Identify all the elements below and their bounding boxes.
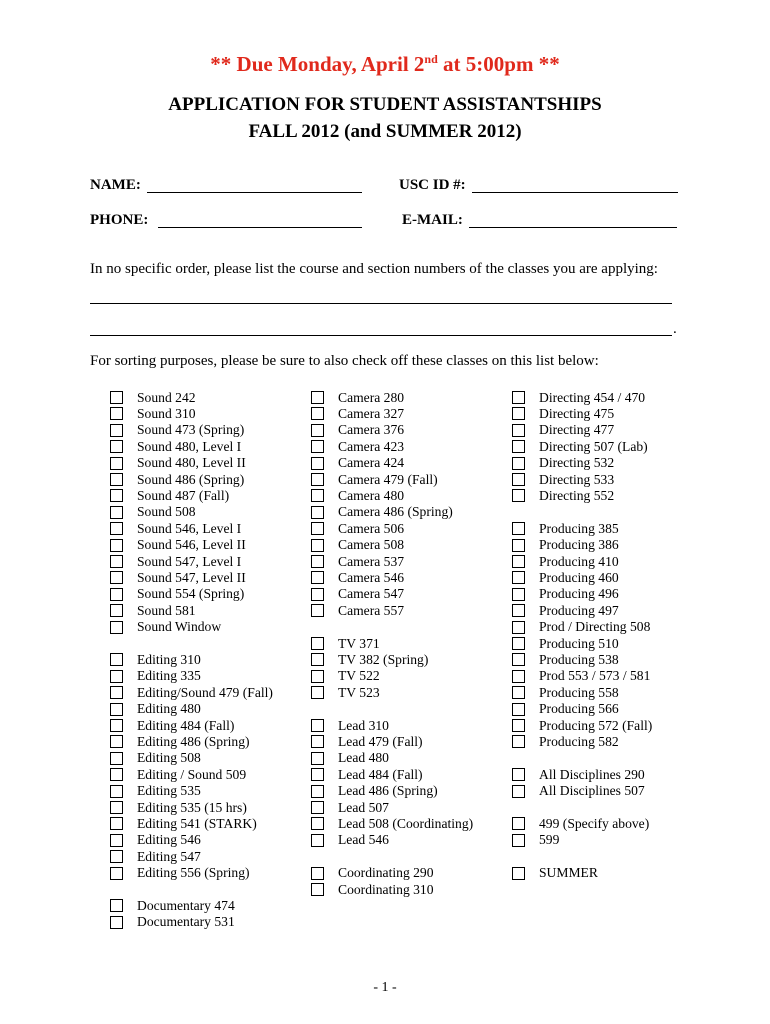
form-title: APPLICATION FOR STUDENT ASSISTANTSHIPS: [168, 94, 602, 115]
class-checkbox[interactable]: [311, 834, 324, 847]
class-label: Editing 535 (15 hrs): [137, 799, 247, 815]
class-label: Camera 546: [338, 569, 405, 585]
class-checklist-item[interactable]: [311, 520, 404, 537]
class-checkbox[interactable]: [311, 506, 324, 519]
class-label: 499 (Specify above): [539, 815, 650, 831]
class-checkbox[interactable]: [512, 817, 525, 830]
class-label: Lead 507: [338, 799, 389, 815]
class-checklist-item[interactable]: [110, 586, 244, 603]
class-label: Lead 479 (Fall): [338, 733, 423, 749]
class-label: Editing 546: [137, 832, 201, 848]
class-label: Editing 541 (STARK): [137, 815, 257, 831]
class-label: Camera 557: [338, 602, 405, 618]
class-label: Producing 538: [539, 651, 619, 667]
class-label: Editing 556 (Spring): [137, 865, 250, 881]
class-checkbox[interactable]: [311, 604, 324, 617]
class-label: Camera 327: [338, 405, 405, 421]
class-checklist-item[interactable]: [512, 619, 650, 636]
class-label: Sound 547, Level I: [137, 553, 242, 569]
class-label: Lead 546: [338, 832, 389, 848]
class-checkbox[interactable]: [311, 522, 324, 535]
class-checkbox[interactable]: [311, 752, 324, 765]
class-checkbox[interactable]: [311, 473, 324, 486]
usc-id-label: USC ID #:: [399, 177, 466, 193]
class-label: TV 523: [338, 684, 380, 700]
class-label: Editing 480: [137, 701, 201, 717]
class-checkbox[interactable]: [110, 719, 123, 732]
class-checklist-item[interactable]: [110, 668, 201, 685]
class-label: Coordinating 310: [338, 881, 434, 897]
class-checkbox[interactable]: [512, 637, 525, 650]
class-checkbox[interactable]: [110, 703, 123, 716]
class-label: Directing 454 / 470: [539, 389, 646, 405]
class-label: Editing 335: [137, 668, 201, 684]
class-label: Camera 423: [338, 438, 405, 454]
class-checkbox[interactable]: [110, 686, 123, 699]
class-checklist-item[interactable]: [311, 602, 404, 619]
class-label: Producing 386: [539, 537, 619, 553]
class-checkbox[interactable]: [110, 424, 123, 437]
class-checklist-item[interactable]: [512, 651, 619, 668]
class-checkbox[interactable]: [110, 817, 123, 830]
class-checklist-item[interactable]: [311, 865, 434, 882]
class-checkbox[interactable]: [512, 768, 525, 781]
class-checkbox[interactable]: [512, 391, 525, 404]
class-checklist-item[interactable]: [512, 471, 614, 488]
class-checklist-item[interactable]: [512, 455, 614, 472]
class-checklist-item[interactable]: [110, 471, 244, 488]
class-checkbox[interactable]: [512, 555, 525, 568]
class-label: Directing 507 (Lab): [539, 438, 648, 454]
class-checklist-item[interactable]: [512, 815, 649, 832]
class-checkbox[interactable]: [110, 867, 123, 880]
class-checklist-item[interactable]: [311, 668, 380, 685]
class-label: Producing 572 (Fall): [539, 717, 653, 733]
class-checklist-item[interactable]: [311, 651, 428, 668]
class-label: Producing 558: [539, 684, 619, 700]
class-label: Camera 547: [338, 586, 405, 602]
class-label: Sound 487 (Fall): [137, 487, 230, 503]
class-label: Sound 554 (Spring): [137, 586, 245, 602]
course-list-line-2[interactable]: [90, 335, 672, 336]
class-checkbox[interactable]: [512, 719, 525, 732]
class-checkbox[interactable]: [110, 391, 123, 404]
class-checkbox[interactable]: [311, 670, 324, 683]
class-checkbox[interactable]: [311, 539, 324, 552]
due-date-notice: [0, 52, 770, 77]
course-list-line-end: .: [673, 321, 677, 337]
class-checkbox[interactable]: [512, 834, 525, 847]
class-checkbox[interactable]: [311, 489, 324, 502]
checklist-prompt: For sorting purposes, please be sure to also check off these classes on this list below:: [90, 353, 599, 369]
class-checkbox[interactable]: [110, 522, 123, 535]
class-checklist-item[interactable]: [110, 848, 201, 865]
class-checklist-item[interactable]: [512, 865, 598, 882]
class-checklist-item[interactable]: [311, 815, 473, 832]
class-label: Sound 480, Level II: [137, 455, 246, 471]
course-list-prompt: In no specific order, please list the course and section numbers of the classes you are applying:: [90, 261, 658, 277]
class-checklist-item[interactable]: [512, 783, 645, 800]
class-checklist-item[interactable]: [110, 651, 201, 668]
class-checkbox[interactable]: [110, 457, 123, 470]
class-checkbox[interactable]: [512, 686, 525, 699]
class-checkbox[interactable]: [311, 867, 324, 880]
class-checkbox[interactable]: [512, 457, 525, 470]
class-checklist-item[interactable]: [110, 799, 247, 816]
class-checkbox[interactable]: [110, 670, 123, 683]
class-label: Documentary 474: [137, 897, 235, 913]
class-label: Editing 508: [137, 750, 201, 766]
class-checkbox[interactable]: [110, 752, 123, 765]
class-checklist-item[interactable]: [110, 733, 250, 750]
class-label: Documentary 531: [137, 914, 235, 930]
class-checkbox[interactable]: [512, 735, 525, 748]
class-checklist-item[interactable]: [311, 717, 389, 734]
class-checklist-item[interactable]: [311, 438, 404, 455]
class-checkbox[interactable]: [110, 801, 123, 814]
class-checkbox[interactable]: [512, 440, 525, 453]
class-checklist-item[interactable]: [311, 422, 404, 439]
class-checklist-item[interactable]: [110, 750, 201, 767]
class-label: Camera 376: [338, 422, 405, 438]
class-label: Camera 480: [338, 487, 405, 503]
class-label: Sound 473 (Spring): [137, 422, 245, 438]
class-checkbox[interactable]: [512, 867, 525, 880]
class-checkbox[interactable]: [512, 703, 525, 716]
class-label: 599: [539, 832, 560, 848]
class-label: Camera 537: [338, 553, 405, 569]
class-label: Lead 484 (Fall): [338, 766, 423, 782]
class-checkbox[interactable]: [311, 686, 324, 699]
class-checklist-item[interactable]: [311, 389, 404, 406]
class-label: Directing 475: [539, 405, 615, 421]
class-checklist-item[interactable]: [512, 832, 559, 849]
class-label: Editing 486 (Spring): [137, 733, 250, 749]
class-label: TV 382 (Spring): [338, 651, 429, 667]
class-checkbox[interactable]: [311, 588, 324, 601]
class-label: Camera 424: [338, 455, 405, 471]
class-checkbox[interactable]: [311, 653, 324, 666]
class-label: Directing 552: [539, 487, 615, 503]
class-checklist-item[interactable]: [311, 635, 380, 652]
class-checkbox[interactable]: [110, 506, 123, 519]
class-checklist-item[interactable]: [512, 487, 614, 504]
class-label: Sound 581: [137, 602, 196, 618]
class-checkbox[interactable]: [311, 768, 324, 781]
class-checkbox[interactable]: [311, 719, 324, 732]
class-checklist-item[interactable]: [110, 455, 246, 472]
class-checkbox[interactable]: [311, 735, 324, 748]
class-checkbox[interactable]: [512, 588, 525, 601]
form-subtitle: FALL 2012 (and SUMMER 2012): [248, 121, 522, 142]
class-label: Producing 566: [539, 701, 619, 717]
class-checkbox[interactable]: [110, 850, 123, 863]
class-label: Sound 310: [137, 405, 196, 421]
class-label: Camera 479 (Fall): [338, 471, 438, 487]
class-label: Sound 242: [137, 389, 196, 405]
page-number: - 1 -: [373, 980, 397, 995]
class-checklist-item[interactable]: [110, 619, 221, 636]
class-label: Camera 280: [338, 389, 405, 405]
class-checklist-item[interactable]: [311, 504, 453, 521]
class-label: Coordinating 290: [338, 865, 434, 881]
class-checkbox[interactable]: [110, 899, 123, 912]
class-checklist-item[interactable]: [512, 668, 650, 685]
email-field[interactable]: [469, 227, 677, 228]
class-label: Directing 533: [539, 471, 615, 487]
class-checklist-item[interactable]: [110, 537, 246, 554]
class-checkbox[interactable]: [311, 424, 324, 437]
class-checkbox[interactable]: [110, 588, 123, 601]
class-checkbox[interactable]: [110, 473, 123, 486]
class-checkbox[interactable]: [110, 440, 123, 453]
class-label: SUMMER: [539, 865, 598, 881]
class-checklist-item[interactable]: [110, 504, 196, 521]
class-label: Camera 486 (Spring): [338, 504, 453, 520]
class-checkbox[interactable]: [311, 571, 324, 584]
class-label: Producing 385: [539, 520, 619, 536]
class-checklist-item[interactable]: [110, 389, 196, 406]
class-checkbox[interactable]: [512, 604, 525, 617]
class-checkbox[interactable]: [110, 407, 123, 420]
class-label: Lead 480: [338, 750, 389, 766]
class-checklist-item[interactable]: [311, 733, 423, 750]
class-label: Producing 510: [539, 635, 619, 651]
class-checklist-item[interactable]: [110, 569, 246, 586]
class-checklist-item[interactable]: [110, 602, 196, 619]
class-checkbox[interactable]: [311, 440, 324, 453]
class-checklist-item[interactable]: [110, 766, 246, 783]
class-checklist-item[interactable]: [512, 405, 614, 422]
class-checkbox[interactable]: [512, 489, 525, 502]
class-label: Camera 506: [338, 520, 405, 536]
phone-field[interactable]: [158, 227, 362, 228]
due-date-suffix: nd: [424, 52, 438, 66]
class-label: Sound 546, Level I: [137, 520, 242, 536]
usc-id-field[interactable]: [472, 192, 678, 193]
class-checklist-item[interactable]: [110, 783, 201, 800]
class-checklist-item[interactable]: [512, 766, 645, 783]
class-label: Prod / Directing 508: [539, 619, 651, 635]
class-checklist-item[interactable]: [110, 684, 273, 701]
class-label: Sound 486 (Spring): [137, 471, 245, 487]
class-checklist-item[interactable]: [512, 422, 614, 439]
class-checkbox[interactable]: [311, 817, 324, 830]
class-checkbox[interactable]: [110, 834, 123, 847]
class-checkbox[interactable]: [512, 473, 525, 486]
class-checkbox[interactable]: [110, 489, 123, 502]
class-checklist-item[interactable]: [110, 553, 241, 570]
class-checkbox[interactable]: [110, 604, 123, 617]
class-checklist-item[interactable]: [512, 553, 619, 570]
class-checklist-item[interactable]: [110, 701, 201, 718]
class-checklist-item[interactable]: [512, 389, 645, 406]
class-label: Directing 532: [539, 455, 615, 471]
class-label: Producing 582: [539, 733, 619, 749]
class-checklist-item[interactable]: [311, 471, 438, 488]
class-checklist-item[interactable]: [110, 897, 235, 914]
class-checklist-item[interactable]: [512, 569, 619, 586]
class-checklist-item[interactable]: [311, 586, 404, 603]
class-checkbox[interactable]: [311, 637, 324, 650]
class-checklist-item[interactable]: [512, 733, 619, 750]
class-label: Editing 535: [137, 783, 201, 799]
class-label: Directing 477: [539, 422, 615, 438]
class-label: Producing 496: [539, 586, 619, 602]
class-checklist-item[interactable]: [110, 438, 241, 455]
class-label: Camera 508: [338, 537, 405, 553]
email-label: E-MAIL:: [402, 212, 463, 228]
class-checklist-item[interactable]: [311, 684, 380, 701]
class-label: Producing 410: [539, 553, 619, 569]
due-time-text: at 5:00pm **: [437, 52, 560, 76]
course-list-line-1[interactable]: [90, 303, 672, 304]
class-checklist-item[interactable]: [110, 815, 257, 832]
class-checkbox[interactable]: [512, 539, 525, 552]
class-checkbox[interactable]: [311, 457, 324, 470]
class-checklist-item[interactable]: [110, 520, 241, 537]
class-checklist-item[interactable]: [311, 832, 389, 849]
class-checklist-item[interactable]: [311, 537, 404, 554]
class-checklist-item[interactable]: [311, 799, 389, 816]
class-label: Lead 508 (Coordinating): [338, 815, 474, 831]
class-label: Lead 310: [338, 717, 389, 733]
class-checkbox[interactable]: [512, 522, 525, 535]
class-checklist-item[interactable]: [311, 766, 423, 783]
class-checkbox[interactable]: [110, 785, 123, 798]
name-field[interactable]: [147, 192, 362, 193]
class-label: All Disciplines 507: [539, 783, 645, 799]
class-label: TV 371: [338, 635, 380, 651]
class-checkbox[interactable]: [512, 653, 525, 666]
class-checklist-item[interactable]: [110, 865, 250, 882]
class-checkbox[interactable]: [110, 653, 123, 666]
class-label: Editing 547: [137, 848, 201, 864]
class-label: Sound 547, Level II: [137, 569, 246, 585]
class-checkbox[interactable]: [110, 621, 123, 634]
class-checklist-item[interactable]: [311, 455, 404, 472]
due-date-text: ** Due Monday, April 2: [210, 52, 425, 76]
class-checkbox[interactable]: [311, 785, 324, 798]
class-checklist-item[interactable]: [512, 701, 619, 718]
class-checkbox[interactable]: [512, 621, 525, 634]
class-label: Sound Window: [137, 619, 222, 635]
class-checklist-item[interactable]: [512, 635, 619, 652]
class-checklist-item[interactable]: [311, 553, 404, 570]
class-label: Prod 553 / 573 / 581: [539, 668, 651, 684]
class-label: Editing 310: [137, 651, 201, 667]
class-checkbox[interactable]: [311, 555, 324, 568]
class-checkbox[interactable]: [311, 883, 324, 896]
class-checklist-item[interactable]: [311, 783, 438, 800]
class-label: Editing / Sound 509: [137, 766, 247, 782]
class-checklist-item[interactable]: [512, 520, 619, 537]
class-checklist-item[interactable]: [110, 717, 234, 734]
class-checklist-item[interactable]: [311, 487, 404, 504]
class-label: Sound 480, Level I: [137, 438, 242, 454]
class-label: Producing 460: [539, 569, 619, 585]
class-checkbox[interactable]: [110, 571, 123, 584]
class-checklist-item[interactable]: [512, 717, 652, 734]
phone-label: PHONE:: [90, 212, 149, 228]
class-checkbox[interactable]: [512, 424, 525, 437]
class-label: Editing 484 (Fall): [137, 717, 235, 733]
class-label: All Disciplines 290: [539, 766, 645, 782]
class-checkbox[interactable]: [110, 735, 123, 748]
class-checklist-item[interactable]: [110, 914, 235, 931]
class-label: Lead 486 (Spring): [338, 783, 438, 799]
class-checklist-item[interactable]: [110, 422, 244, 439]
class-checklist-item[interactable]: [311, 881, 434, 898]
class-checkbox[interactable]: [110, 555, 123, 568]
class-label: Editing/Sound 479 (Fall): [137, 684, 273, 700]
class-checkbox[interactable]: [512, 670, 525, 683]
class-checkbox[interactable]: [110, 768, 123, 781]
class-checklist-item[interactable]: [512, 684, 619, 701]
class-checklist-item[interactable]: [311, 569, 404, 586]
class-checklist-item[interactable]: [110, 405, 196, 422]
class-checklist-item[interactable]: [110, 487, 229, 504]
class-checkbox[interactable]: [512, 407, 525, 420]
class-checkbox[interactable]: [311, 801, 324, 814]
class-checklist-item[interactable]: [512, 602, 619, 619]
class-checklist-item[interactable]: [311, 405, 404, 422]
class-checklist-item[interactable]: [512, 438, 648, 455]
class-label: Sound 508: [137, 504, 196, 520]
class-checklist-item[interactable]: [110, 832, 201, 849]
class-label: Producing 497: [539, 602, 619, 618]
class-label: Sound 546, Level II: [137, 537, 246, 553]
class-checkbox[interactable]: [110, 916, 123, 929]
class-checklist-item[interactable]: [512, 537, 619, 554]
name-label: NAME:: [90, 177, 141, 193]
class-checklist-item[interactable]: [311, 750, 389, 767]
class-checkbox[interactable]: [311, 391, 324, 404]
class-label: TV 522: [338, 668, 380, 684]
class-checkbox[interactable]: [311, 407, 324, 420]
class-checkbox[interactable]: [512, 571, 525, 584]
class-checklist-item[interactable]: [512, 586, 619, 603]
class-checkbox[interactable]: [110, 539, 123, 552]
class-checkbox[interactable]: [512, 785, 525, 798]
